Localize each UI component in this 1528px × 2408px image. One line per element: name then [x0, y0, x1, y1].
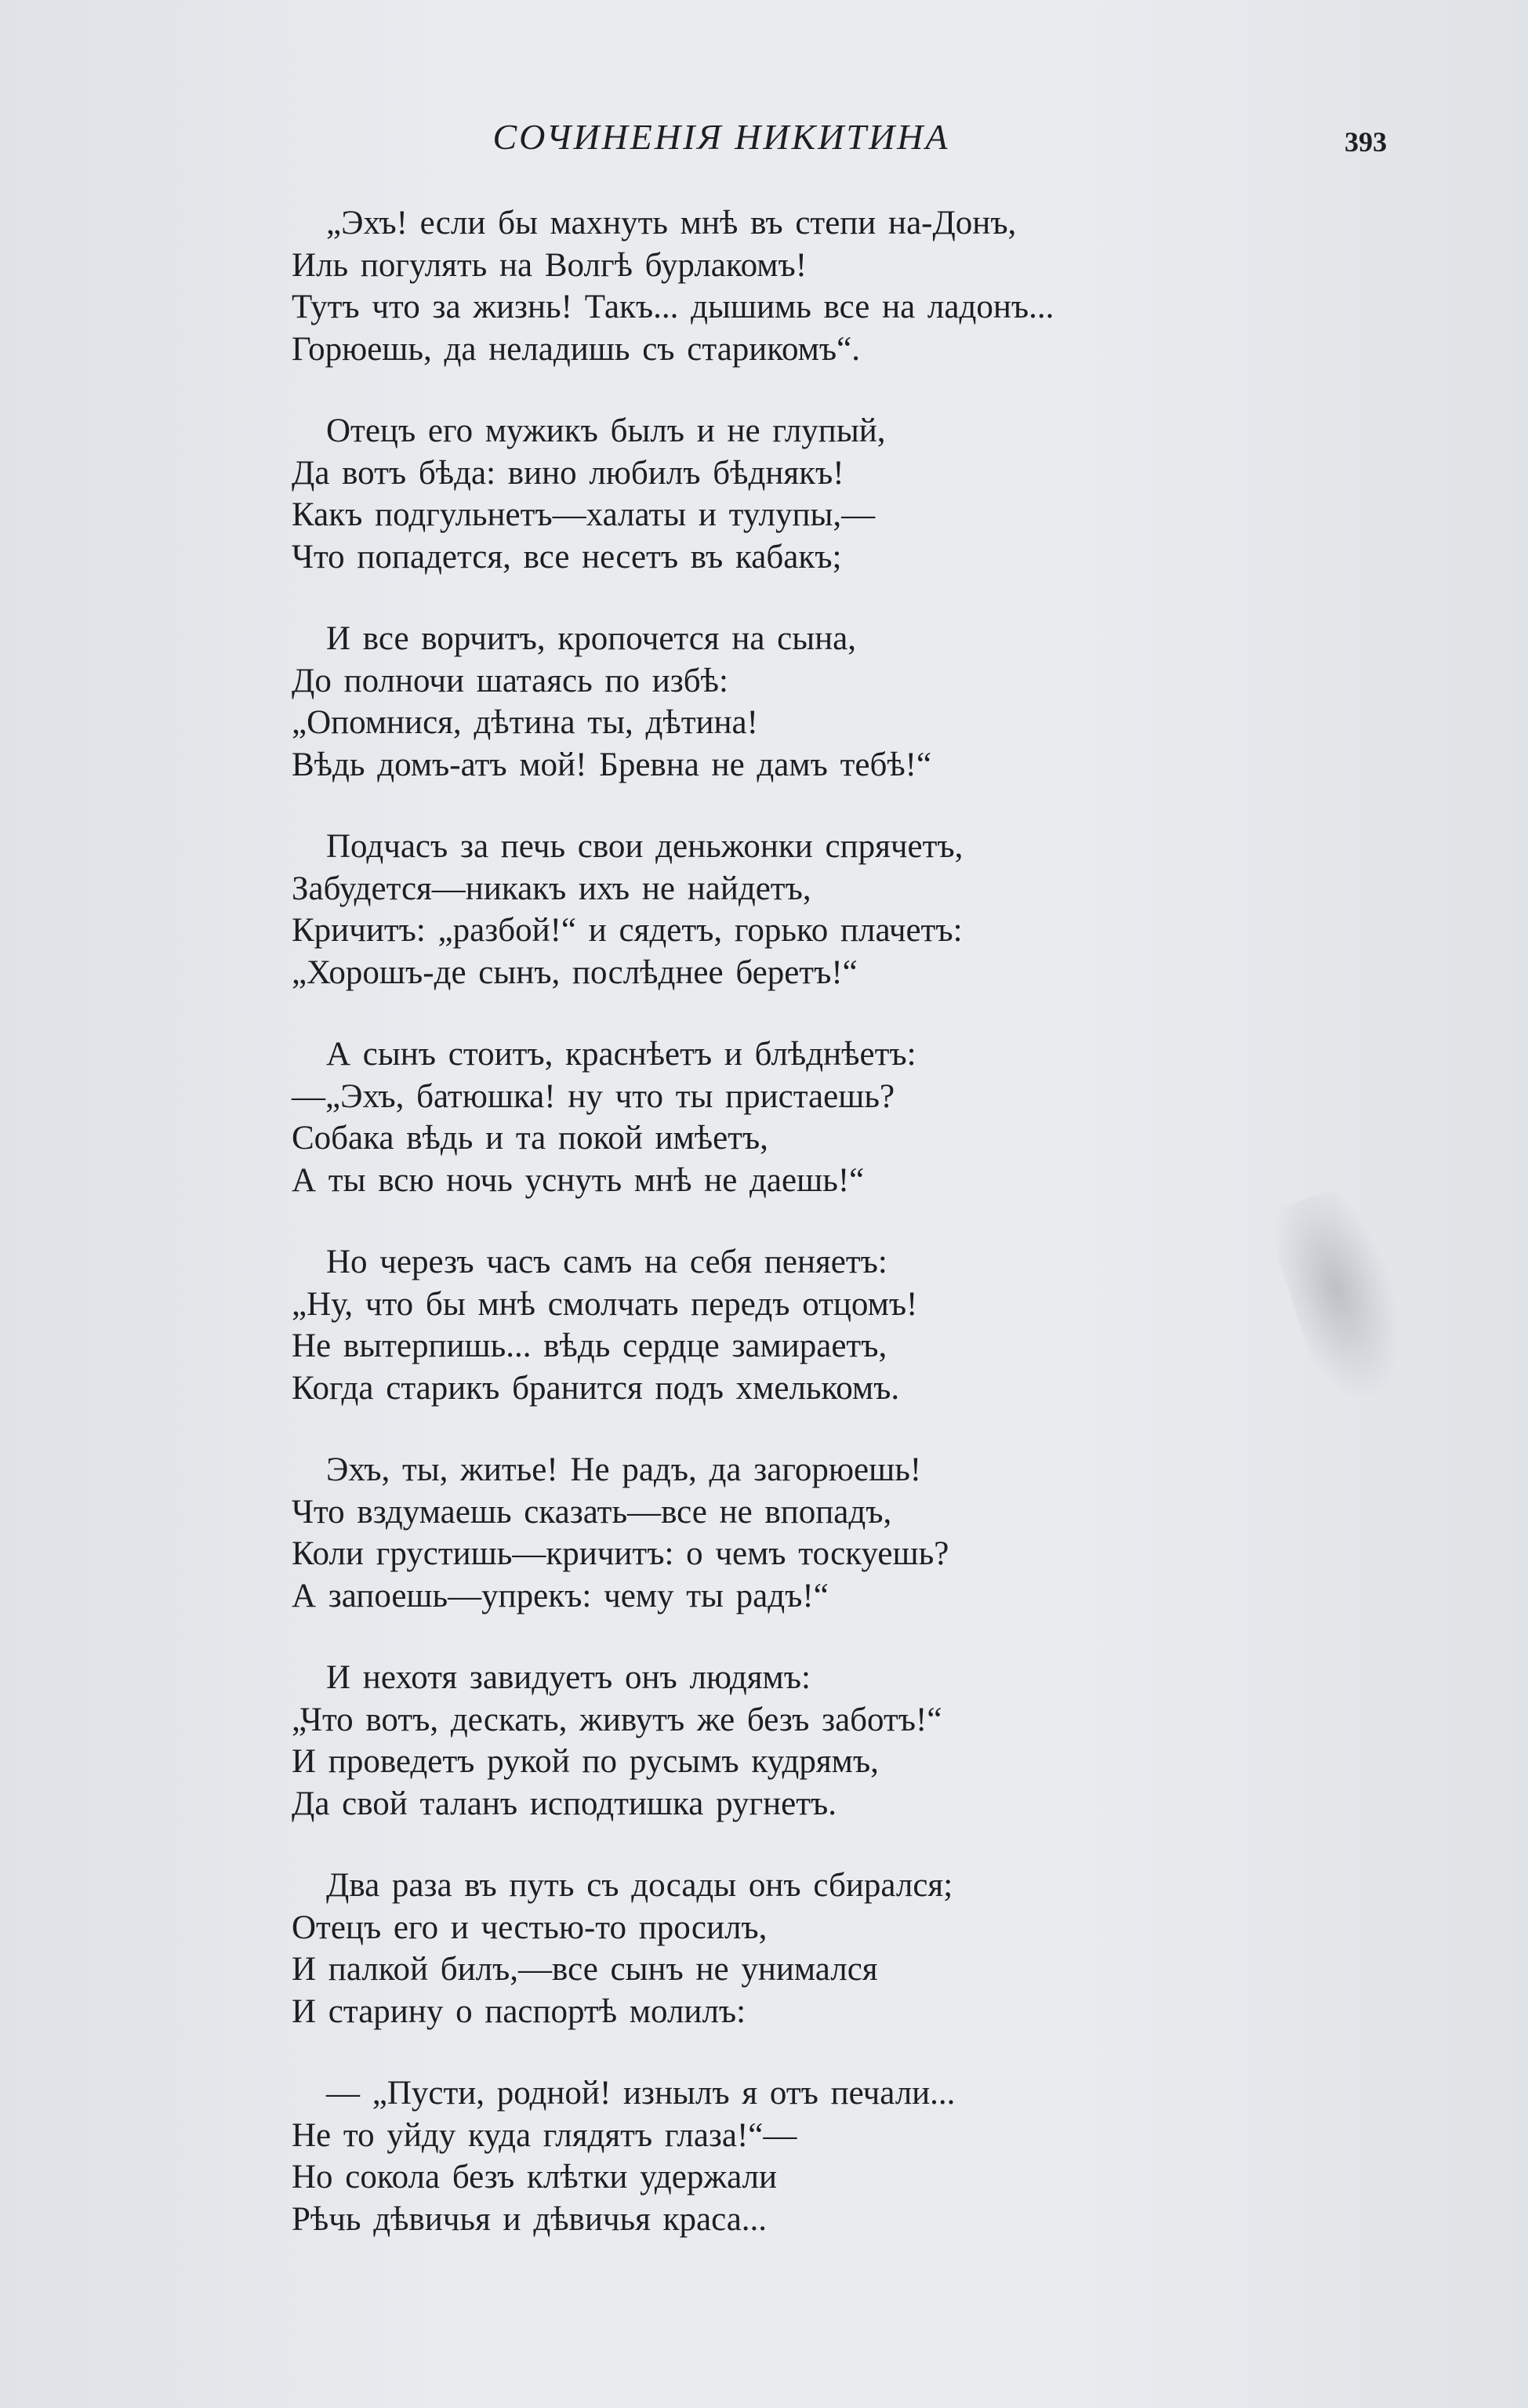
verse-line: „Эхъ! если бы махнуть мнѣ въ степи на-Донъ, — [326, 205, 1017, 242]
verse-line: Отецъ его мужикъ былъ и не глупый, — [326, 412, 886, 449]
stanza — [292, 202, 1232, 370]
stanza — [292, 1449, 1232, 1617]
verse-line: Но черезъ часъ самъ на себя пеняетъ: — [326, 1244, 887, 1280]
verse-line: —„Эхъ, батюшка! ну что ты пристаешь? — [292, 1077, 895, 1115]
stanza — [292, 826, 1232, 993]
verse-line: „Что вотъ, дескать, живутъ же безъ заботъ!“ — [292, 1701, 942, 1738]
verse-line: А ты всю ночь уснуть мнѣ не даешь!“ — [292, 1161, 865, 1199]
stanza — [292, 1241, 1232, 1409]
stanza — [292, 410, 1232, 578]
stanza — [292, 1657, 1232, 1825]
verse-line: Не вытерпишь... вѣдь сердце замираетъ, — [292, 1327, 887, 1364]
ink-smudge — [1263, 1182, 1425, 1415]
verse-line: Рѣчь дѣвичья и дѣвичья краса... — [292, 2200, 768, 2238]
verse-line: — „Пусти, родной! изнылъ я отъ печали... — [326, 2075, 956, 2112]
verse-line: Иль погулять на Волгѣ бурлакомъ! — [292, 246, 808, 284]
verse-line: Эхъ, ты, житье! Не радъ, да загорюешь! — [326, 1451, 922, 1488]
verse-line: Но сокола безъ клѣтки удержали — [292, 2159, 778, 2196]
verse-line: Не то уйду куда глядятъ глаза!“— — [292, 2116, 797, 2154]
stanza — [292, 1033, 1232, 1201]
verse-line: Какъ подгульнетъ—халаты и тулупы,— — [292, 496, 876, 533]
verse-line: Что попадется, все несетъ въ кабакъ; — [292, 538, 842, 576]
poem-body — [292, 202, 1232, 2280]
verse-line: Забудется—никакъ ихъ не найдетъ, — [292, 870, 811, 907]
verse-line: „Хорошъ-де сынъ, послѣднее беретъ!“ — [292, 953, 858, 991]
verse-line: Тутъ что за жизнь! Такъ... дышимь все на ладонъ... — [292, 289, 1054, 325]
verse-line: И палкой билъ,—все сынъ не унимался — [292, 1951, 878, 1988]
running-title: СОЧИНЕНІЯ НИКИТИНА — [492, 117, 950, 157]
verse-line: А сынъ стоитъ, краснѣетъ и блѣднѣетъ: — [326, 1036, 916, 1073]
verse-line: Кричитъ: „разбой!“ и сядетъ, горько плачетъ: — [292, 912, 963, 949]
verse-line: Коли грустишь—кричитъ: о чемъ тоскуешь? — [292, 1535, 949, 1572]
verse-line: Отецъ его и честью-то просилъ, — [292, 1909, 768, 1946]
verse-line: Да свой таланъ исподтишка ругнетъ. — [292, 1785, 837, 1822]
verse-line: И старину о паспортѣ молилъ: — [292, 1992, 746, 2030]
verse-line: Что вздумаешь сказать—все не впопадъ, — [292, 1493, 892, 1531]
verse-line: Два раза въ путь съ досады онъ сбирался; — [326, 1867, 953, 1904]
verse-line: „Опомнися, дѣтина ты, дѣтина! — [292, 704, 758, 741]
verse-line: А запоешь—упрекъ: чему ты радъ!“ — [292, 1577, 829, 1614]
verse-line: Подчасъ за печь свои деньжонки спрячетъ, — [326, 828, 964, 865]
verse-line: Да вотъ бѣда: вино любилъ бѣднякъ! — [292, 454, 844, 492]
stanza — [292, 2072, 1232, 2240]
verse-line: „Ну, что бы мнѣ смолчать передъ отцомъ! — [292, 1285, 918, 1323]
verse-line: Вѣдь домъ-атъ мой! Бревна не дамъ тебѣ!“ — [292, 746, 932, 783]
verse-line: И нехотя завидуетъ онъ людямъ: — [326, 1659, 811, 1696]
stanza — [292, 1865, 1232, 2032]
verse-line: Горюешь, да неладишь съ старикомъ“. — [292, 330, 860, 368]
verse-line: И все ворчитъ, кропочется на сына, — [326, 620, 857, 657]
verse-line: Собака вѣдь и та покой имѣетъ, — [292, 1120, 768, 1157]
verse-line: И проведетъ рукой по русымъ кудрямъ, — [292, 1743, 879, 1780]
verse-line: Когда старикъ бранится подъ хмелькомъ. — [292, 1369, 900, 1407]
verse-line: До полночи шатаясь по избѣ: — [292, 662, 728, 699]
page-number: 393 — [1345, 126, 1387, 158]
stanza — [292, 618, 1232, 786]
